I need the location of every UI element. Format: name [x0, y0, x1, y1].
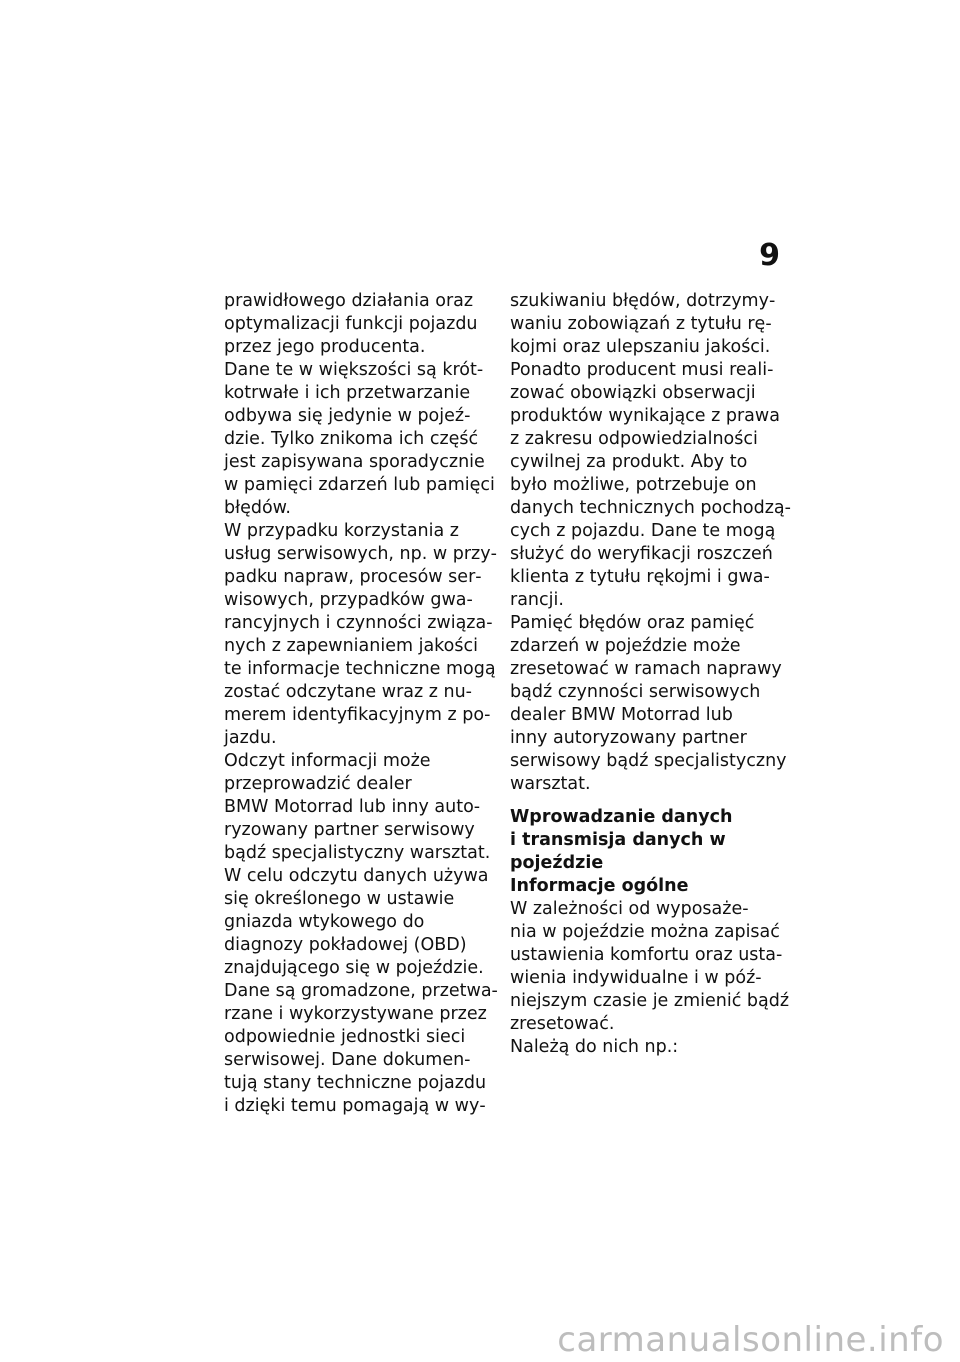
- text-line: W celu odczytu danych używa: [224, 866, 489, 886]
- text-line: diagnozy pokładowej (OBD): [224, 935, 467, 955]
- text-line: gniazda wtykowego do: [224, 912, 425, 932]
- text-line: rancyjnych i czynności związa‐: [224, 613, 493, 633]
- text-line: cych z pojazdu. Dane te mogą: [510, 521, 776, 541]
- text-line: usług serwisowych, np. w przy‐: [224, 544, 497, 564]
- text-line: wisowych, przypadków gwa‐: [224, 590, 473, 610]
- text-line: służyć do weryfikacji roszczeń: [510, 544, 773, 564]
- text-line: Należą do nich np.:: [510, 1037, 679, 1057]
- page-number: 9: [759, 238, 780, 273]
- text-line: warsztat.: [510, 774, 591, 794]
- text-line: serwisowej. Dane dokumen‐: [224, 1050, 471, 1070]
- text-line: zdarzeń w pojeździe może: [510, 636, 741, 656]
- text-line: w pamięci zdarzeń lub pamięci: [224, 475, 495, 495]
- right-column: [510, 290, 791, 1059]
- text-line: i dzięki temu pomagają w wy‐: [224, 1096, 486, 1116]
- text-line: inny autoryzowany partner: [510, 728, 747, 748]
- text-line: zować obowiązki obserwacji: [510, 383, 756, 403]
- text-line: produktów wynikające z prawa: [510, 406, 780, 426]
- section-heading: [510, 806, 785, 875]
- watermark: carmanualsonline.info: [557, 1320, 944, 1360]
- text-line: Odczyt informacji może: [224, 751, 431, 771]
- text-line: Ponadto producent musi reali‐: [510, 360, 774, 380]
- text-line: waniu zobowiązań z tytułu rę‐: [510, 314, 772, 334]
- text-line: te informacje techniczne mogą: [224, 659, 496, 679]
- text-line: ustawienia komfortu oraz usta‐: [510, 945, 783, 965]
- text-line: bądź specjalistyczny warsztat.: [224, 843, 491, 863]
- text-line: cywilnej za produkt. Aby to: [510, 452, 748, 472]
- subheading: [510, 875, 785, 898]
- text-line: merem identyfikacyjnym z po‐: [224, 705, 491, 725]
- text-line: nych z zapewnianiem jakości: [224, 636, 478, 656]
- text-line: wienia indywidualne i w póź‐: [510, 968, 762, 988]
- text-line: klienta z tytułu rękojmi i gwa‐: [510, 567, 770, 587]
- text-line: bądź czynności serwisowych: [510, 682, 761, 702]
- text-line: dzie. Tylko znikoma ich część: [224, 429, 479, 449]
- text-line: znajdującego się w pojeździe.: [224, 958, 484, 978]
- text-line: niejszym czasie je zmienić bądź: [510, 991, 790, 1011]
- text-line: przez jego producenta.: [224, 337, 426, 357]
- text-line: odpowiednie jednostki sieci: [224, 1027, 466, 1047]
- text-line: padku napraw, procesów ser‐: [224, 567, 482, 587]
- text-line: się określonego w ustawie: [224, 889, 455, 909]
- text-line: nia w pojeździe można zapisać: [510, 922, 780, 942]
- text-line: tują stany techniczne pojazdu: [224, 1073, 487, 1093]
- text-line: szukiwaniu błędów, dotrzymy‐: [510, 291, 776, 311]
- section-heading-line: Wprowadzanie danych: [510, 807, 733, 827]
- text-line: Dane są gromadzone, przetwa‐: [224, 981, 498, 1001]
- text-line: Dane te w większości są krót‐: [224, 360, 484, 380]
- text-line: rancji.: [510, 590, 564, 610]
- section-heading-line: i transmisja danych w: [510, 830, 726, 850]
- section-spacer: [510, 796, 785, 806]
- text-line: rzane i wykorzystywane przez: [224, 1004, 487, 1024]
- text-line: Pamięć błędów oraz pamięć: [510, 613, 755, 633]
- text-line: było możliwe, potrzebuje on: [510, 475, 757, 495]
- section-heading-line: pojeździe: [510, 853, 604, 873]
- text-line: BMW Motorrad lub inny auto‐: [224, 797, 481, 817]
- text-line: zresetować w ramach naprawy: [510, 659, 782, 679]
- text-line: W przypadku korzystania z: [224, 521, 459, 541]
- text-line: odbywa się jedynie w pojeź‐: [224, 406, 471, 426]
- text-line: danych technicznych pochodzą‐: [510, 498, 791, 518]
- text-line: zostać odczytane wraz z nu‐: [224, 682, 472, 702]
- text-line: błędów.: [224, 498, 291, 518]
- text-line: przeprowadzić dealer: [224, 774, 412, 794]
- subheading-line: Informacje ogólne: [510, 876, 689, 896]
- text-line: kojmi oraz ulepszaniu jakości.: [510, 337, 771, 357]
- text-line: optymalizacji funkcji pojazdu: [224, 314, 478, 334]
- text-line: prawidłowego działania oraz: [224, 291, 474, 311]
- text-line: jest zapisywana sporadycznie: [224, 452, 485, 472]
- text-line: serwisowy bądź specjalistyczny: [510, 751, 787, 771]
- text-line: ryzowany partner serwisowy: [224, 820, 475, 840]
- text-line: z zakresu odpowiedzialności: [510, 429, 758, 449]
- text-line: jazdu.: [224, 728, 277, 748]
- left-column: [224, 290, 498, 1118]
- text-line: kotrwałe i ich przetwarzanie: [224, 383, 471, 403]
- text-line: dealer BMW Motorrad lub: [510, 705, 733, 725]
- text-line: W zależności od wyposaże‐: [510, 899, 749, 919]
- text-line: zresetować.: [510, 1014, 615, 1034]
